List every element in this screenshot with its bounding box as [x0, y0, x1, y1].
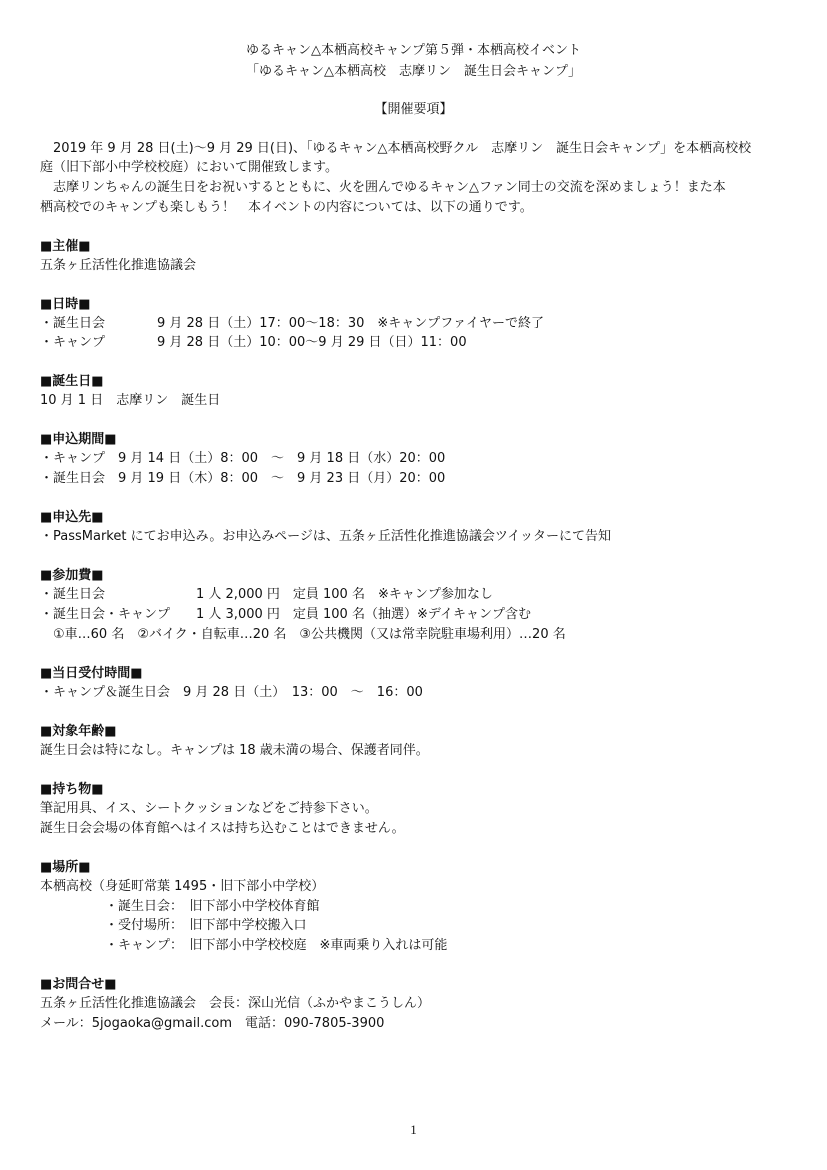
page-number: 1 [410, 1122, 417, 1137]
section-heading-place: ■場所■ [40, 860, 91, 875]
contact-line: メール：5jogaoka@gmail.com 電話：090-7805-3900 [40, 1016, 385, 1031]
section-heading-birthday: ■誕生日■ [40, 374, 104, 389]
section-heading-application-period: ■申込期間■ [40, 432, 117, 447]
section-heading-organizer: ■主催■ [40, 239, 91, 254]
place-line: ・誕生日会： 旧下部小中学校体育館 [40, 899, 320, 914]
age-text: 誕生日会は特になし。キャンプは 18 歳未満の場合、保護者同伴。 [40, 743, 429, 758]
belongings-line: 誕生日会会場の体育館へはイスは持ち込むことはできません。 [40, 821, 405, 836]
section-heading-belongings: ■持ち物■ [40, 782, 104, 797]
place-line: ・キャンプ： 旧下部小中学校校庭 ※車両乗り入れは可能 [40, 938, 448, 953]
section-heading-application-to: ■申込先■ [40, 510, 104, 525]
title-line-1: ゆるキャン△本栖高校キャンプ第５弾・本栖高校イベント [246, 43, 581, 58]
fee-line: ・誕生日会・キャンプ 1 人 3,000 円 定員 100 名（抽選）※デイキャンプ含む [40, 607, 531, 622]
fee-line: ①車…60 名 ②バイク・自転車…20 名 ③公共機関（又は常幸院駐車場利用）…20 名 [40, 627, 566, 642]
intro-line: 志摩リンちゃんの誕生日をお祝いするとともに、火を囲んでゆるキャン△ファン同士の交流を深めましょう！また本 [40, 180, 726, 195]
place-line: ・受付場所： 旧下部中学校搬入口 [40, 918, 307, 933]
datetime-line: ・キャンプ 9 月 28 日（土）10：00～9 月 29 日（日）11：00 [40, 335, 467, 350]
birthday-text: 10 月 1 日 志摩リン 誕生日 [40, 393, 221, 408]
application-period-line: ・誕生日会 9 月 19 日（木）8：00 ～ 9 月 23 日（月）20：00 [40, 471, 446, 486]
section-heading-fee: ■参加費■ [40, 568, 104, 583]
datetime-line: ・誕生日会 9 月 28 日（土）17：00～18：30 ※キャンプファイヤーで終了 [40, 316, 545, 331]
section-heading-datetime: ■日時■ [40, 297, 91, 312]
section-heading-reception: ■当日受付時間■ [40, 666, 143, 681]
intro-line: 庭（旧下部小中学校校庭）において開催致します。 [40, 160, 338, 175]
application-to-text: ・PassMarket にてお申込み。お申込みページは、五条ヶ丘活性化推進協議会ツイッターにて告知 [40, 529, 611, 544]
section-heading-contact: ■お問合せ■ [40, 977, 117, 992]
belongings-line: 筆記用具、イス、シートクッションなどをご持参下さい。 [40, 801, 378, 816]
fee-line: ・誕生日会 1 人 2,000 円 定員 100 名 ※キャンプ参加なし [40, 587, 493, 602]
contact-line: 五条ヶ丘活性化推進協議会 会長：深山光信（ふかやまこうしん） [40, 996, 431, 1011]
intro-line: 2019 年 9 月 28 日(土)～9 月 29 日(日)、「ゆるキャン△本栖高校野クル 志摩リン 誕生日会キャンプ」を本栖高校校 [40, 141, 752, 156]
place-line: 本栖高校（身延町常葉 1495・旧下部小中学校） [40, 879, 325, 894]
subtitle: 【開催要項】 [374, 102, 453, 117]
application-period-line: ・キャンプ 9 月 14 日（土）8：00 ～ 9 月 18 日（水）20：00 [40, 451, 446, 466]
intro-line: 栖高校でのキャンプも楽しもう！ 本イベントの内容については、以下の通りです。 [40, 200, 533, 215]
title-line-2: 「ゆるキャン△本栖高校 志摩リン 誕生日会キャンプ」 [246, 64, 581, 79]
section-heading-age: ■対象年齢■ [40, 724, 117, 739]
organizer-text: 五条ヶ丘活性化推進協議会 [40, 258, 197, 273]
reception-text: ・キャンプ＆誕生日会 9 月 28 日（土） 13：00 ～ 16：00 [40, 685, 423, 700]
